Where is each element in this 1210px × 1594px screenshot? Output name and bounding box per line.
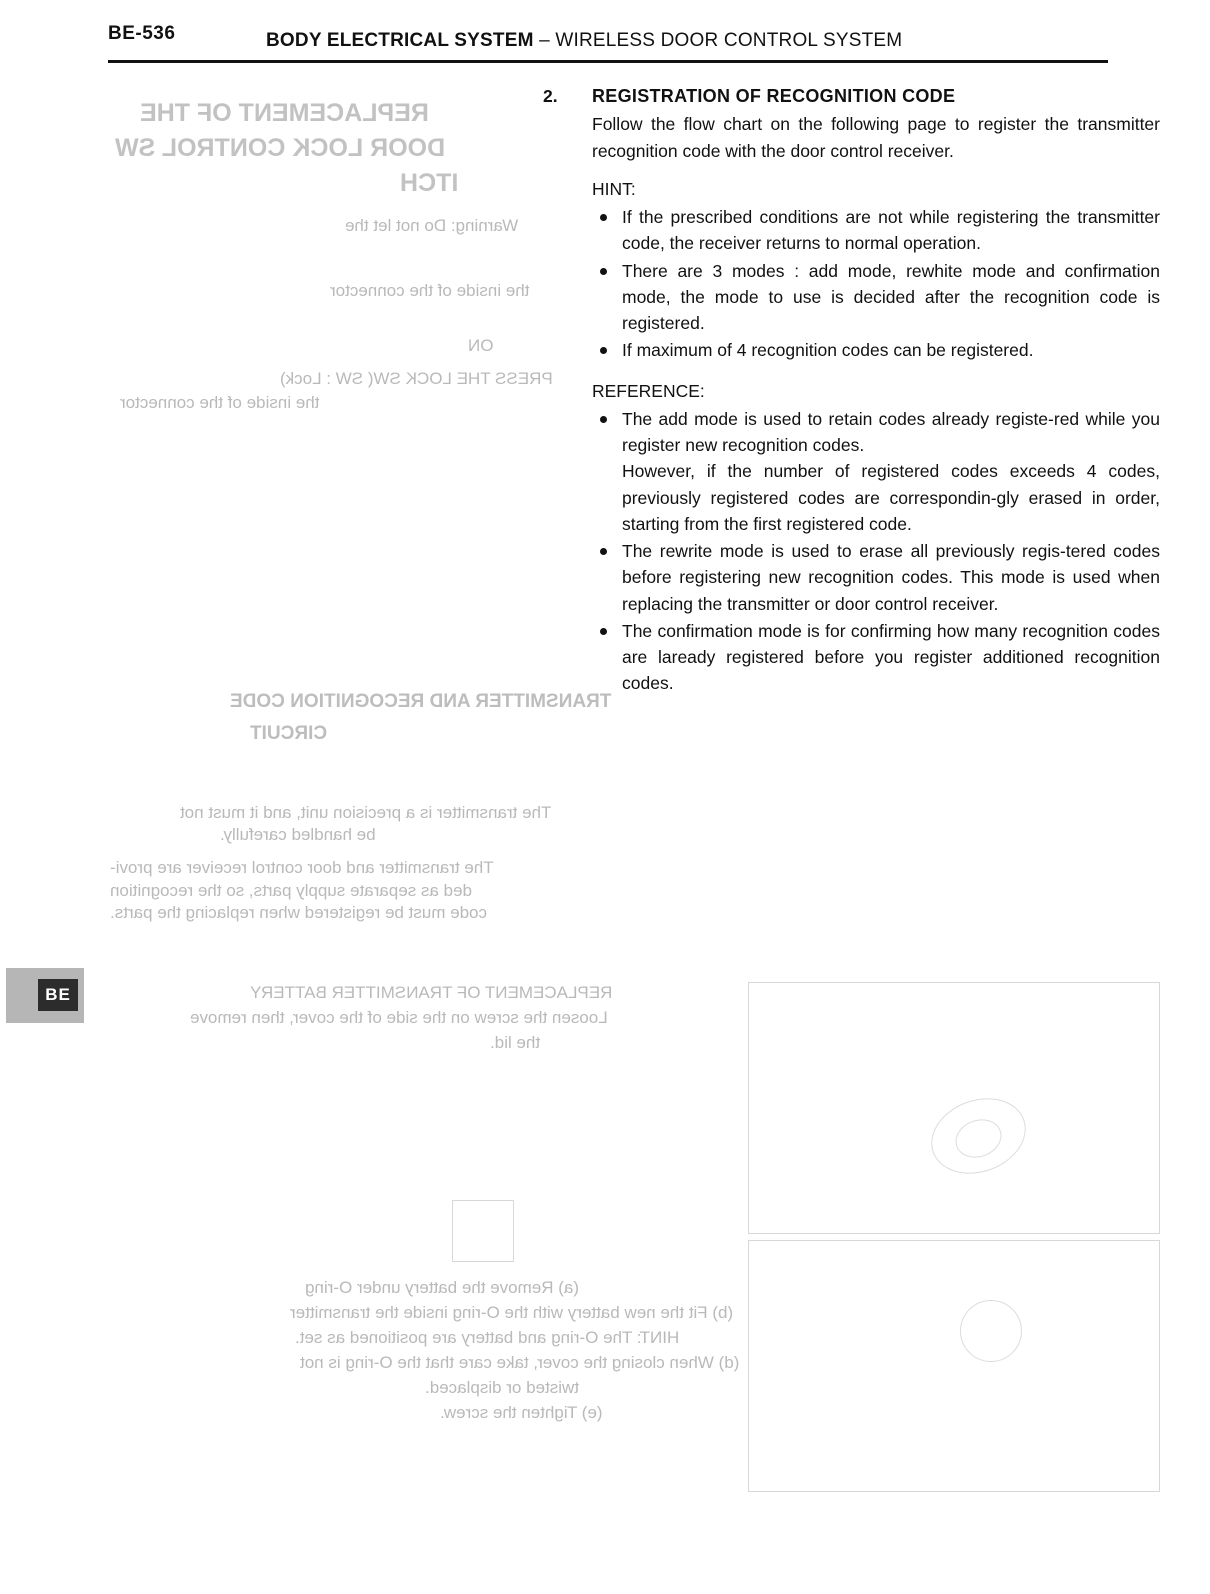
bleed-line-e: REPLACEMENT OF TRANSMITTER BATTERY: [250, 983, 613, 1002]
section-number: 2.: [543, 86, 558, 106]
bleed-line-d: PRESS THE LOCK SW( SW : Lock): [280, 369, 553, 388]
bleed-figure-box-3: [452, 1200, 514, 1262]
section-tab-label: BE: [38, 979, 78, 1011]
bleed-line-a: Warning: Do not let the: [345, 216, 519, 235]
list-item: The rewrite mode is used to erase all previously regis-tered codes before registering new recognition codes. This mode is used when replacing the transmitter or door control receiver.: [592, 538, 1160, 617]
bleed-block-line1: The transmitter is a precision unit, and it must not: [180, 803, 552, 822]
bleed-figure-ellipse-1: [921, 1086, 1037, 1187]
bleed-line-d2: the inside of the connector: [120, 393, 320, 412]
bleed-block-line4: ded as separate supply parts, so the recognition: [110, 881, 472, 900]
section-intro: Follow the flow chart on the following page to register the transmitter recognition code with the door control receiver.: [592, 114, 1160, 161]
bleed-heading2-line2: CIRCUIT: [250, 723, 328, 744]
bleed-block-line3: The transmitter and door control receiver are provi-: [110, 858, 494, 877]
header-title-rest: – WIRELESS DOOR CONTROL SYSTEM: [539, 30, 903, 51]
bleed-figure-ellipse-3: [960, 1300, 1022, 1362]
bleed-step-2: (b) Fit the new battery with the O-ring inside the transmitter: [290, 1303, 734, 1322]
reference-list: [592, 406, 1160, 697]
bleed-heading2-line1: TRANSMITTER AND RECOGNITION CODE: [230, 691, 612, 712]
bleed-step-5: twisted or displaced.: [425, 1378, 580, 1397]
bleed-figure-box-1: [748, 982, 1160, 1234]
bleed-line-c: ON: [468, 336, 494, 355]
hint-list: [592, 204, 1160, 364]
main-content: [592, 84, 1160, 698]
list-item: [592, 406, 1160, 537]
bleed-line-b: the inside of the connector: [330, 281, 530, 300]
bleed-step-3: HINT: The O-ring and battery are positioned as set.: [295, 1328, 680, 1347]
reference-label: REFERENCE:: [592, 380, 705, 401]
page-header-title: [266, 30, 902, 52]
list-item: The confirmation mode is for confirming how many recognition codes are laready registered before you register additioned recognition codes.: [592, 618, 1160, 697]
list-item: There are 3 modes : add mode, rewhite mode and confirmation mode, the mode to use is decided after the recognition code is registered.: [592, 258, 1160, 337]
list-item-main: The add mode is used to retain codes already registe-red while you register new recognition codes.: [622, 408, 1160, 456]
list-item: If the prescribed conditions are not while registering the transmitter code, the receiver returns to normal operation.: [592, 204, 1160, 257]
page-number: BE-536: [108, 23, 176, 44]
header-title-bold: BODY ELECTRICAL SYSTEM: [266, 30, 534, 51]
list-item-continuation: However, if the number of registered codes exceeds 4 codes, previously registered codes are correspondin-gly erased in order, starting from the first registered code.: [622, 461, 1160, 534]
hint-label: HINT:: [592, 178, 636, 199]
bleed-block-line2: be handled carefully.: [220, 825, 376, 844]
bleed-figure-ellipse-2: [950, 1113, 1007, 1164]
header-divider: [108, 60, 1108, 63]
bleed-line-f: Loosen the screw on the side of the cover, then remove: [190, 1008, 608, 1027]
bleed-heading-line3: ITCH: [400, 169, 459, 197]
list-item: If maximum of 4 recognition codes can be registered.: [592, 337, 1160, 363]
bleed-figure-box-2: [748, 1240, 1160, 1492]
bleed-step-1: (a) Remove the battery under O-ring: [305, 1278, 580, 1297]
bleed-line-g: the lid.: [490, 1033, 541, 1052]
section-title: REGISTRATION OF RECOGNITION CODE: [592, 86, 956, 106]
bleed-step-4: (d) When closing the cover, take care that the O-ring is not: [300, 1353, 740, 1372]
bleed-heading-line1: REPLACEMENT OF THE: [140, 99, 429, 127]
bleed-heading-line2: DOOR LOCK CONTROL SW: [115, 134, 446, 162]
bleed-block-line5: code must be registered when replacing the parts.: [110, 903, 488, 922]
bleed-step-6: (e) Tighten the screw.: [440, 1403, 603, 1422]
